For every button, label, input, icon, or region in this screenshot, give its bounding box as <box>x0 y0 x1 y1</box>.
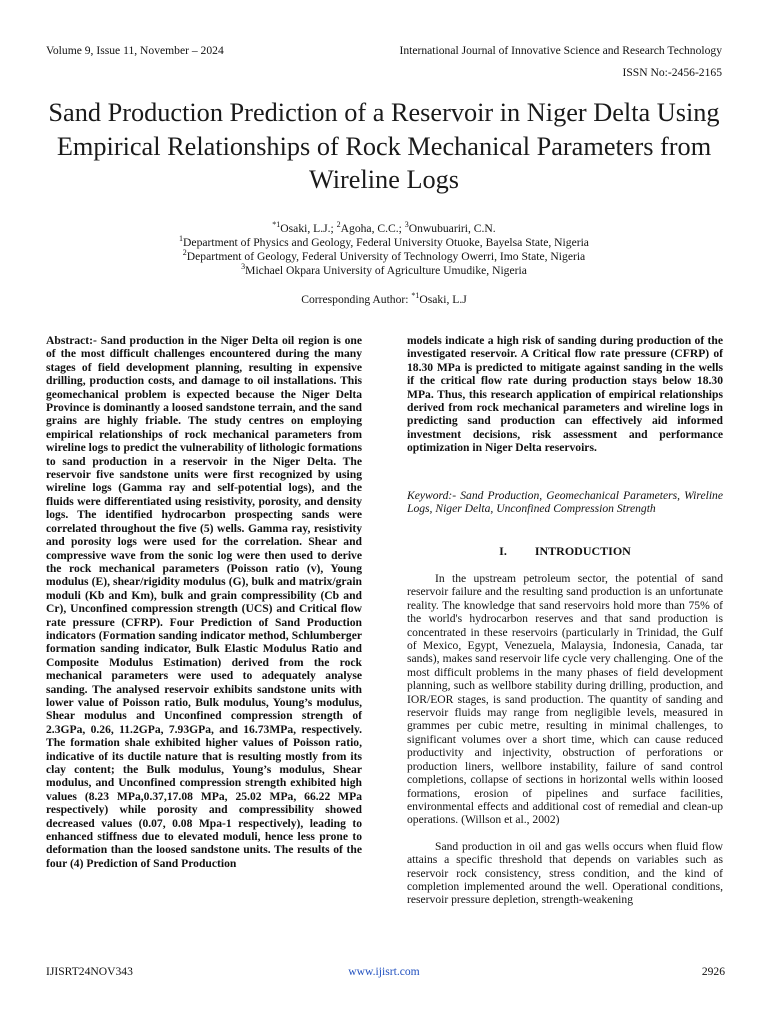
article-id: IJISRT24NOV343 <box>46 965 133 978</box>
page-number: 2926 <box>701 965 725 978</box>
intro-paragraph-2: Sand production in oil and gas wells occurs when fluid flow attains a specific threshold that depends on variables such as reservoir rock consistency, stress condition, and the kind of completion implemented around the well. Operational conditions, reservoir pressure depletion, strength-weakening <box>407 839 723 907</box>
journal-url[interactable]: www.ijisrt.com <box>348 965 420 978</box>
abstract-continued: models indicate a high risk of sanding during production of the investigated reservoir. A Critical flow rate pressure (CFRP) of 18.30 MPa is predicted to mitigate against sanding in the wells if the critical flow rate during production stays below 18.30 MPa. Thus, this research application of empirical relationships derived from rock mechanical parameters and wireline logs in predicting sand production can effectively aid informed investment decisions, risk assessment and performance optimization in Niger Delta reservoirs. <box>407 334 723 455</box>
intro-paragraph-1: In the upstream petroleum sector, the potential of sand reservoir failure and the resulting sand production is an unfortunate reality. The knowledge that sand reservoirs hold more than 75% of the world's hydrocarbon reserves and that sand production is concentrated in these reservoirs (particularly in Trinidad, the Gulf of Mexico, Egypt, Venezuela, Malaysia, Indonesia, Canada, tar sands), makes sand reservoir life cycle very challenging. One of the most difficult problems in the many phases of field development planning, such as wellbore stability during drilling, production, and IOR/EOR stages, is sand production. The quantity of sanding and reservoir fluids may range from negligible levels, measured in grammes per cubic metre, resulting in minimal challenges, to significant volumes over a short time, which can cause reduced productivity and injectivity, obstruction of perforations or production liners, wellbore instability, failure of sand control completions, collapse of sections in horizontal wells within loosed formations, erosion of pipelines and surface facilities, environmental effects and additional cost of remedial and clean-up operations. (Willson et al., 2002) <box>407 572 723 827</box>
keywords: Keyword:- Sand Production, Geomechanical Parameters, Wireline Logs, Niger Delta, Unconfined Compression Strength <box>407 489 723 516</box>
affiliation-1: $^1$Department of Physics and Geology, Federal University Otuoke, Bayelsa State, Nigeria <box>179 234 589 249</box>
corresponding-author: Corresponding Author: $^{*1}$Osaki, L.J <box>301 291 467 306</box>
issn: ISSN No:-2456-2165 <box>622 66 722 79</box>
affiliation-3: $^3$Michael Okpara University of Agriculture Umudike, Nigeria <box>241 262 527 277</box>
abstract-text: Abstract:- Sand production in the Niger Delta oil region is one of the most difficult challenges encountered during the many stages of field development planning, resulting in expensive drilling, production costs, and damage to oil installations. This geomechanical problem is expected because the Niger Delta Province is dominantly a loosed sandstone terrain, and the sand grains are highly friable. The study centres on employing empirical relationships of rock mechanical parameters from wireline logs to predict the vulnerability of lithologic formations to sand production in a reservoir in the Niger Delta. The reservoir five sandstone units were first recognized by using wireline logs (Gamma ray and self-potential logs), and the fluids were differentiated using resistivity, porosity, and density logs. The identified hydrocarbon prospecting sands were correlated throughout the five (5) wells. Gamma ray, resistivity and porosity logs were used for the correlation. Shear and compressive wave from the sonic log were then used to derive the rock mechanical parameters (Poisson ratio (v), Young modulus (E), shear/rigidity modulus (G), bulk and matrix/grain moduli (Kb and Km), bulk and grain compressibility (Cb and Cr), Unconfined compression strength (UCS) and Critical flow rate pressure (CFRP). Four Prediction of Sand Production indicators (Formation sanding indicator method, Schlumberger formation sanding indicator, Bulk Elastic Modulus Ratio and Composite Modulus Estimation) derived from the rock mechanical parameters were used to adequately analyse sanding. The analysed reservoir exhibits sandstone units with lower value of Poisson ratio, Bulk modulus, Young’s modulus, Shear modulus and Unconfined compression strength of 2.3GPa, 0.26, 11.2GPa, 7.93GPa, and 16.73MPa, respectively. The formation shale exhibited higher values of Poisson ratio, indicative of its ductile nature that is resulting mostly from its clay content; the Bulk modulus, Young’s modulus, Shear modulus, and Unconfined compression strength exhibited high values (8.23 MPa,0.37,17.08 MPa, 25.02 MPa, 66.22 MPa respectively) while porosity and compressibility showed decreased values (0.07, 0.08 Mpa-1 respectively), leading to enhanced stiffness due to elevated moduli, hence less prone to deformation than the loosed sandstone units. The results of the four (4) Prediction of Sand Production <box>46 334 362 870</box>
introduction-body <box>407 572 723 907</box>
journal-name: International Journal of Innovative Science and Research Technology <box>399 44 722 57</box>
section-number: I. <box>499 544 507 558</box>
affiliation-2: $^2$Department of Geology, Federal University of Technology Owerri, Imo State, Nigeria <box>182 248 586 263</box>
section-heading <box>407 544 723 559</box>
paper-title: Sand Production Prediction of a Reservoir in Niger Delta Using Empirical Relationships of Rock Mechanical Parameters from Wireline Logs <box>48 98 720 194</box>
authors: $^{*1}$Osaki, L.J.; $^2$Agoha, C.C.; $^3$Onwubuariri, C.N. <box>272 220 496 235</box>
volume-info: Volume 9, Issue 11, November – 2024 <box>46 44 224 57</box>
section-title: INTRODUCTION <box>534 544 631 558</box>
